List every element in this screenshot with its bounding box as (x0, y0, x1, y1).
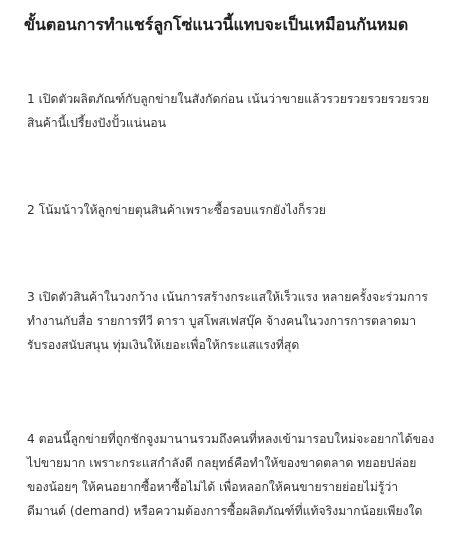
paragraph-line: สินค้านี้เปรี้ยงปังปั้วแน่นอน (27, 116, 167, 130)
paragraph-line: 2 โน้มน้าวให้ลูกข่ายตุนสินค้าเพราะซื้อรอบแรกยังไงก็รวย (27, 203, 326, 217)
step-paragraph-4 (27, 427, 457, 523)
step-paragraph-2 (27, 198, 457, 222)
paragraph-line: ไปขายมาก เพราะกระแสกำลังดี กลยุทธ์คือทำให้ของขาดตลาด ทยอยปล่อย (27, 456, 417, 470)
article-title: ขั้นตอนการทำแชร์ลูกโซ่แนวนี้แทบจะเป็นเหมือนกันหมด (24, 15, 409, 34)
paragraph-line: รับรองสนับสนุน ทุ่มเงินให้เยอะเพื่อให้กระแสแรงที่สุด (27, 338, 300, 352)
paragraph-line: ทำงานกับสื่อ รายการทีวี ดารา บูสโพสเฟสบุ๊ค จ้างคนในวงการการตลาดมา (27, 314, 417, 328)
step-paragraph-3 (27, 285, 457, 357)
step-paragraph-1 (27, 87, 457, 135)
paragraph-line: 3 เปิดตัวสินค้าในวงกว้าง เน้นการสร้างกระแสให้เร็วแรง หลายครั้งจะร่วมการ (27, 290, 428, 304)
paragraph-line: 1 เปิดตัวผลิตภัณฑ์กับลูกข่ายในสังกัดก่อน เน้นว่าขายแล้วรวยรวยรวยรวยรวย (27, 92, 429, 106)
paragraph-line: 4 ตอนนี้ลูกข่ายที่ถูกชักจูงมานานรวมถึงคนที่หลงเข้ามารอบใหม่จะอยากได้ของ (27, 432, 435, 446)
paragraph-line: ดีมานด์ (demand) หรือความต้องการซื้อผลิตภัณฑ์ที่แท้จริงมากน้อยเพียงใด (27, 504, 423, 518)
paragraph-line: ของน้อยๆ ให้คนอยากซื้อหาซื้อไม่ได้ เพื่อหลอกให้คนขายรายย่อยไม่รู้ว่า (27, 480, 399, 494)
